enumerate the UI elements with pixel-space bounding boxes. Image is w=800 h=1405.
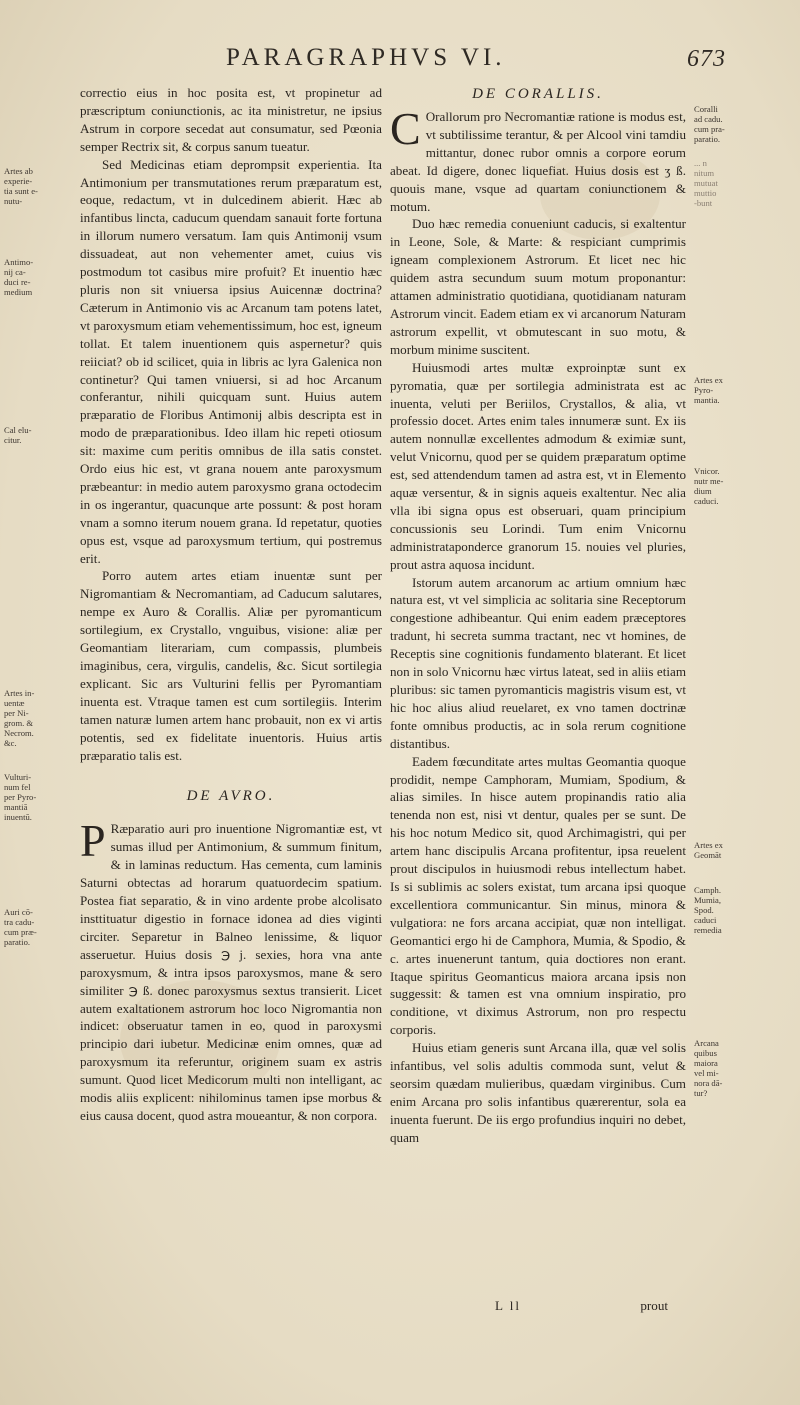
drop-capital: P: [80, 815, 106, 867]
margin-note: Cal elu- citur.: [4, 425, 32, 445]
paragraph: Eadem fœcunditate artes multas Geomantia quoque prodidit, nempe Camphoram, Mumiam, Spodium, & alias similes. In hisce autem propinandis ratio alia tenenda non est, nisi vt dentur, quales per se sunt. De his hoc notum Medico sit, quod Archimagistri, qui per artem hanc discipulis Arcana profitentur, ipsa reuelent prout discipulos in huiusmodi rebus intellectum habet. Is si sublimis ac solers existat, tum arcana ipsi quoque excellentiora communicantur. Sin minus, minora & vulgatiora: ne fors arcana accipiat, quæ non intelligat. Geomantici ergo hi de Camphora, Mumia, & Spodio, & c. artes inuenerunt tantum, quia doctiores non erant. Itaque spiritus Geomanticus maiora arcana ipsis non suggessit: & tamen est vna omnium inspiratio, pro conditione, vt diximus Astrorum, non pro respectu corporis.: [390, 753, 686, 1038]
margin-note: Artes in- uentæ per Ni- grom. & Necrom. &c.: [4, 688, 35, 748]
running-head: [226, 44, 726, 78]
paragraph: Huius etiam generis sunt Arcana illa, quæ vel solis infantibus, vel solis adultis commoda sunt, velut & seorsim quædam mulieribus, quædam virginibus. Cum enim Arcana pro solis infantibus quærerentur, sola ea inuenta fuerunt. De iis ergo profundius inquiri no debet, quam: [390, 1040, 686, 1145]
left-column: [80, 84, 382, 1344]
margin-note: Antimo- nij ca- duci re- medium: [4, 257, 34, 297]
paragraph: Sed Medicinas etiam deprompsit experientia. Ita Antimonium per transmutationes rerum præparatum est, eoque, redactum, vt in dulcedinem abierit. Hæc ab infantibus lincta, caducum quendam sanauit forte fortuna in illorum numero versatum. Iam quis Antimonij vsum dissuadeat, aut non vehementer amet, cuius vis postmodum tot casibus mire profuit? Et inuentio hæc pluris non sit vniuersa ipsius Auicennæ doctrina? Cæterum in Antimonio vis ac Arcanum tam potens latet, vt paroxysmum etiam vehementissimum, hoc est, igneum tollat. Et talem inuentionem quis aspernetur? quis reiiciat? ob id scilicet, quia in libris ac lyra Galenica non continetur? Qui tamen vniuersi, si ad hoc Arcanum conferantur, nihili quicquam sunt. Huius autem præparatio de Floribus Antimonij albis descripta est in modo de præparationibus. Ideo illam hic repeti otiosum sit: maxime cum peritis omnibus de illa satis constet. Ordo eius hic est, vt grana nouem ante paroxysmum præbeantur: in medio autem paroxysmo grana octodecim in os ingerantur, quacunque arte possunt: & post horam vnam a somno iterum nouem grana. Id repetatur, quoties opus est, vsque ad paroxysmum tertium, qui postremus erit.: [80, 156, 382, 566]
section-heading: DE AVRO.: [186, 788, 276, 805]
paragraph-text: Orallorum pro Necromantiæ ratione is modus est, vt subtilissime terantur, & per Alcool vini tamdiu mittantur, donec rubor omnis a corpore eorum abeat. Id digere, donec liquefiat. Huius dosis est ʒ ß. quouis mane, vsque ad quartam coniunctionem & motum.: [390, 109, 686, 214]
margin-note: Artes ex Pyro- mantia.: [694, 375, 723, 405]
margin-note: Vulturi- num fel per Pyro- mantiā inuentū.: [4, 772, 37, 822]
right-column: [390, 84, 686, 1374]
paragraph: [390, 103, 686, 215]
margin-note: Coralli ad cadu. cum pra- paratio.: [694, 104, 725, 144]
drop-capital: C: [390, 103, 421, 154]
paragraph: Duo hæc remedia conueniunt caducis, si exaltentur in Leone, Sole, & Marte: & respiciant cumprimis igneam complexionem Astrorum. Et licet nec hic quidem astra secundum suum motum proponantur: attamen administratio quotidiana, quotidianam naturam Astrorum vincit. Eadem etiam ex vi arcanorum Naturam astrorum expellit, vt obmutescant in suo motu, & morbum minime suscitent.: [390, 216, 686, 357]
section-heading: DE CORALLIS.: [472, 86, 604, 102]
catchword: prout: [640, 1298, 668, 1313]
paragraph: Istorum autem arcanorum ac artium omnium hæc natura est, vt vel simplicia ac solitaria sine Receptorum congestione adhibeantur. Qui enim eadem præceptores tradunt, hi secreta summa tractant, nec vt homines, de Receptis sine cognitionis fundamento blaterant. Et licet non in solo Vnicornu hæc virtus lateat, sed in aliis etiam pluribus: sic tamen pyromanticis magistris visum est, vt hic hoc alius aliud reuelaret, ex vno tamen doctrinæ fonte omnibus productis, ac in sola rerum cognitione distantibus.: [390, 574, 686, 751]
left-margin-notes: [4, 0, 76, 1405]
page-title: PARAGRAPHVS VI.: [226, 44, 506, 71]
margin-note: Arcana quibus maiora vel mi- nora dā- tur?: [694, 1038, 723, 1098]
margin-note: Artes ex Geomāt: [694, 840, 723, 860]
margin-note: Auri cō- tra cadu- cum præ- paratio.: [4, 907, 37, 947]
paragraph: Huiusmodi artes multæ exproinptæ sunt ex pyromatia, quæ per sortilegia administrata est ac inuenta, veluti per Beriilos, Crystallos, & alia, vt professio docet. Artes enim tales innumeræ sunt. Ex iis autem nonnullæ excellentes admodum & eximiæ sunt, velut Vnicornu, quod per se quidem præparatum optime est, sed attendendum tamen ad astra est, vt in Elemento aquæ versentur, & in signis aqueis exaltentur. Nec alia vlla ibi signa opus est obseruari, quam principium concussionis seu Lorindi. Tum enim Vnicornu administrataponderce granorum 15. nouies vel pluries, prout astra aquosa incidunt.: [390, 359, 686, 572]
margin-note: Artes ab experie- tia sunt e- nutu-: [4, 166, 38, 206]
paragraph: [80, 815, 382, 1124]
paragraph: correctio eius in hoc posita est, vt propinetur ad præscriptum coniunctionis, ac ita ministretur, ne ipsius Astrum in corpore secedat aut consumatur, sed Pœonia semper Rectrix sit, & corpus sanum tueatur.: [80, 85, 382, 154]
margin-note: Camph. Mumia, Spod. caduci remedia: [694, 885, 722, 935]
margin-note: ... n nitum mutuat muttio -bunt: [694, 158, 718, 208]
signature-mark: L ll: [495, 1298, 522, 1313]
page-number: 673: [687, 46, 726, 72]
right-margin-notes: [694, 0, 794, 1405]
paragraph-text: Ræparatio auri pro inuentione Nigromantiæ est, vt sumas illud per Antimonium, & summum finitum, & in laminas reductum. Has cementa, cum laminis Saturni obtectas ad horarum quatuordecim spatium. Postea fiat separatio, & in vino ardente probe alcolisato insttituatur digestio in fornace idonea ad dies viginti circiter. Separetur in Balneo lenissime, & liquor asseruetur. Huius dosis ℈ j. sexies, hora vna ante paroxysmum, & intra ipsos paroxysmos, mane & sero similiter ℈ ß. donec paroxysmus sextus transierit. Licet autem exaltationem astrorum hoc loco Nigromantia non indicet: obseruatur tamen in eo, quod in paroxysmi principio dari iubetur. Medicinæ enim omnes, quæ ad paroxysmum ita referuntur, originem suam ex astris sumunt. Quod licet Medicorum multi non intelligant, ac modis aliis explicent: nihilominus tamen ipse morbus & eius causa docent, quod astra moueantur, & non corpora.: [80, 821, 382, 1123]
margin-note: Vnicor. nutr me- dium caduci.: [694, 466, 724, 506]
paragraph: Porro autem artes etiam inuentæ sunt per Nigromantiam & Necromantiam, ad Caducum salutares, nempe ex Auro & Corallis. Aliæ per pyromanticum sortilegium, ex Crystallo, vnguibus, visione: aliæ per Geomantiam literariam, cum compassis, plumbeis imaginibus, cera, virgulis, candelis, &c. Sicut sortilegia explicant. Sic ars Vulturini fellis per Pyromantiam inuenta est. Vtraque tamen est cum sortilegiis. Interim tamen naturæ lumen artem hanc probauit, non ex vi artis potentis, sed ex fidelitate inuentoris. Huius artis præparatio talis est.: [80, 568, 382, 763]
